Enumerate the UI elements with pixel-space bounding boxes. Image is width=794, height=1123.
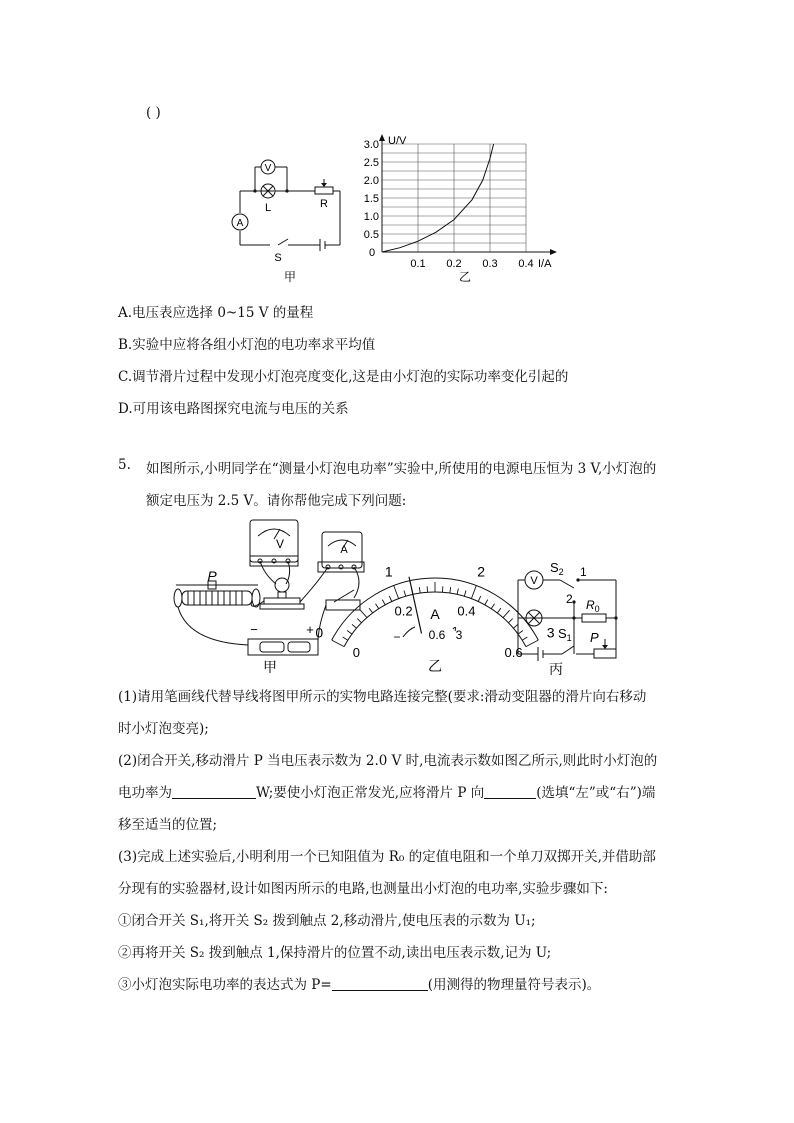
- voltmeter-symbol-bing: V: [530, 575, 538, 587]
- option-b: B.实验中应将各组小灯泡的电功率求平均值: [118, 337, 376, 353]
- dial-tick: [404, 591, 406, 597]
- figure-label-jia: 甲: [283, 270, 297, 284]
- dial-tick: [382, 600, 385, 605]
- q5-intro-line1: 如图所示,小明同学在“测量小灯泡电功率”实验中,所使用的电源电压恒为 3 V,小灯泡的: [146, 461, 657, 477]
- dial-tick: [389, 596, 392, 601]
- part1-line1: (1)请用笔画线代替导线将图甲所示的实物电路连接完整(要求:滑动变阻器的滑片向右移动: [118, 689, 647, 705]
- answer-blank: ( ): [146, 105, 161, 121]
- slider-label-p: P: [207, 568, 217, 584]
- dial-tick: [485, 600, 488, 605]
- circuit-diagram-bing: [510, 558, 628, 678]
- step-2: ②再将开关 S₂ 拨到触点 1,保持滑片的位置不动,读出电压表示数,记为 U;: [118, 945, 552, 961]
- step-1: ①闭合开关 S₁,将开关 S₂ 拨到触点 2,移动滑片,使电压表的示数为 U₁;: [118, 913, 536, 929]
- switch-s1-label: $S_1$: [558, 626, 572, 643]
- lamp-label: L: [264, 202, 272, 214]
- part2-line2: [118, 781, 655, 801]
- x-axis-label: I/A: [538, 258, 552, 270]
- step3-text-b: (用测得的物理量符号表示)。: [427, 977, 601, 993]
- switch-label: S: [274, 252, 282, 264]
- dial-tick: [394, 586, 399, 599]
- part2-text-c: (选填“左”或“右”)端: [536, 785, 656, 801]
- dial-tick: [457, 589, 458, 595]
- dial-tick: [503, 610, 510, 618]
- part1-line2: 时小灯泡变亮);: [118, 721, 209, 737]
- origin-label: 0: [368, 247, 376, 259]
- direction-answer-blank[interactable]: [484, 784, 536, 799]
- dial-tick: [464, 591, 466, 597]
- part3-line2: 分现有的实验器材,设计如图丙所示的电路,也测量出小灯泡的电功率,实验步骤如下:: [118, 881, 608, 897]
- ui-graph-chart: [352, 132, 562, 287]
- dial-tick: [478, 596, 481, 601]
- y-tick-label: 1.5: [363, 193, 379, 205]
- dial-inner-scale-label: 0.6: [504, 645, 523, 661]
- dial-inner-scale-label: 0.4: [457, 603, 476, 619]
- part2-line1: (2)闭合开关,移动滑片 P 当电压表示数为 2.0 V 时,电流表示数如图乙所示,则此时小灯泡的: [118, 753, 658, 769]
- dial-outer-scale-label: 2: [477, 563, 486, 580]
- figure-label-bing: 丙: [549, 661, 563, 677]
- apparatus-figure-jia: [168, 512, 368, 677]
- contact-2-label: 2: [566, 592, 573, 606]
- circuit-diagram-jia: [230, 150, 350, 285]
- option-d: D.可用该电路图探究电流与电压的关系: [118, 401, 349, 417]
- part3-line1: (3)完成上述实验后,小明利用一个已知阻值为 R₀ 的定值电阻和一个单刀双掷开关,并借助部: [118, 849, 656, 865]
- figure-label-yi: 乙: [458, 270, 472, 284]
- switch-s2-label: $S_2$: [550, 560, 564, 577]
- dial-tick: [376, 604, 379, 609]
- part2-line3: 移至适当的位置;: [118, 817, 218, 833]
- x-tick-label: 0.4: [518, 258, 534, 270]
- step3-text-a: ③小灯泡实际电功率的表达式为 P=: [118, 977, 332, 993]
- dial-tick: [471, 586, 476, 599]
- y-tick-label: 3.0: [363, 139, 379, 151]
- voltmeter-face-label: V: [275, 537, 285, 551]
- contact-1-label: 1: [580, 565, 587, 579]
- dial-terminal-06: 0.6: [428, 628, 446, 642]
- figure-label-jia-5: 甲: [263, 659, 277, 675]
- figure-label-yi-5: 乙: [428, 658, 442, 674]
- battery-plus-label: +: [306, 622, 314, 637]
- power-answer-blank[interactable]: [172, 784, 256, 799]
- dial-outer-scale-label: 0: [315, 624, 324, 641]
- battery-minus-label: −: [250, 622, 258, 637]
- step-3: [118, 973, 600, 993]
- slider-label-p-bing: P: [590, 630, 599, 645]
- part2-text-b: W;要使小灯泡正常发光,应将滑片 P 向: [256, 785, 485, 801]
- dial-inner-scale-label: 0: [352, 645, 361, 661]
- dial-tick: [427, 586, 428, 592]
- y-tick-label: 1.0: [363, 211, 379, 223]
- dial-tick: [419, 587, 420, 593]
- ammeter-symbol: A: [236, 218, 244, 229]
- x-tick-label: 0.3: [482, 258, 498, 270]
- rheostat-label: R: [320, 198, 328, 210]
- dial-terminal-3: 3: [455, 628, 463, 642]
- voltmeter-symbol: V: [264, 163, 272, 174]
- dial-tick: [369, 608, 373, 613]
- dial-tick: [450, 587, 451, 593]
- resistor-r0-label: $R_0$: [586, 598, 600, 614]
- question-number: 5.: [118, 457, 131, 473]
- x-tick-label: 0.1: [410, 258, 426, 270]
- expression-answer-blank[interactable]: [332, 976, 428, 991]
- dial-unit-label: A: [430, 606, 440, 622]
- y-tick-label: 0.5: [363, 229, 379, 241]
- y-axis-label: U/V: [388, 135, 407, 147]
- part2-text-a: 电功率为: [118, 785, 172, 801]
- dial-outer-scale-label: 3: [546, 624, 555, 641]
- q5-intro-line2: 额定电压为 2.5 V。请你帮他完成下列问题:: [146, 493, 407, 509]
- y-tick-label: 2.5: [363, 157, 379, 169]
- x-tick-label: 0.2: [446, 258, 462, 270]
- dial-tick: [442, 586, 443, 592]
- dial-terminal-minus: −: [393, 630, 401, 644]
- dial-outer-scale-label: 1: [384, 563, 393, 580]
- dial-inner-scale-label: 0.2: [394, 603, 413, 619]
- option-c: C.调节滑片过程中发现小灯泡亮度变化,这是由小灯泡的实际功率变化引起的: [118, 369, 569, 385]
- dial-tick: [491, 604, 494, 609]
- option-a: A.电压表应选择 0~15 V 的量程: [118, 305, 314, 321]
- dial-tick: [497, 608, 501, 613]
- ammeter-face-label: A: [340, 544, 348, 556]
- ammeter-dial-yi: [315, 545, 555, 675]
- y-tick-label: 2.0: [363, 175, 379, 187]
